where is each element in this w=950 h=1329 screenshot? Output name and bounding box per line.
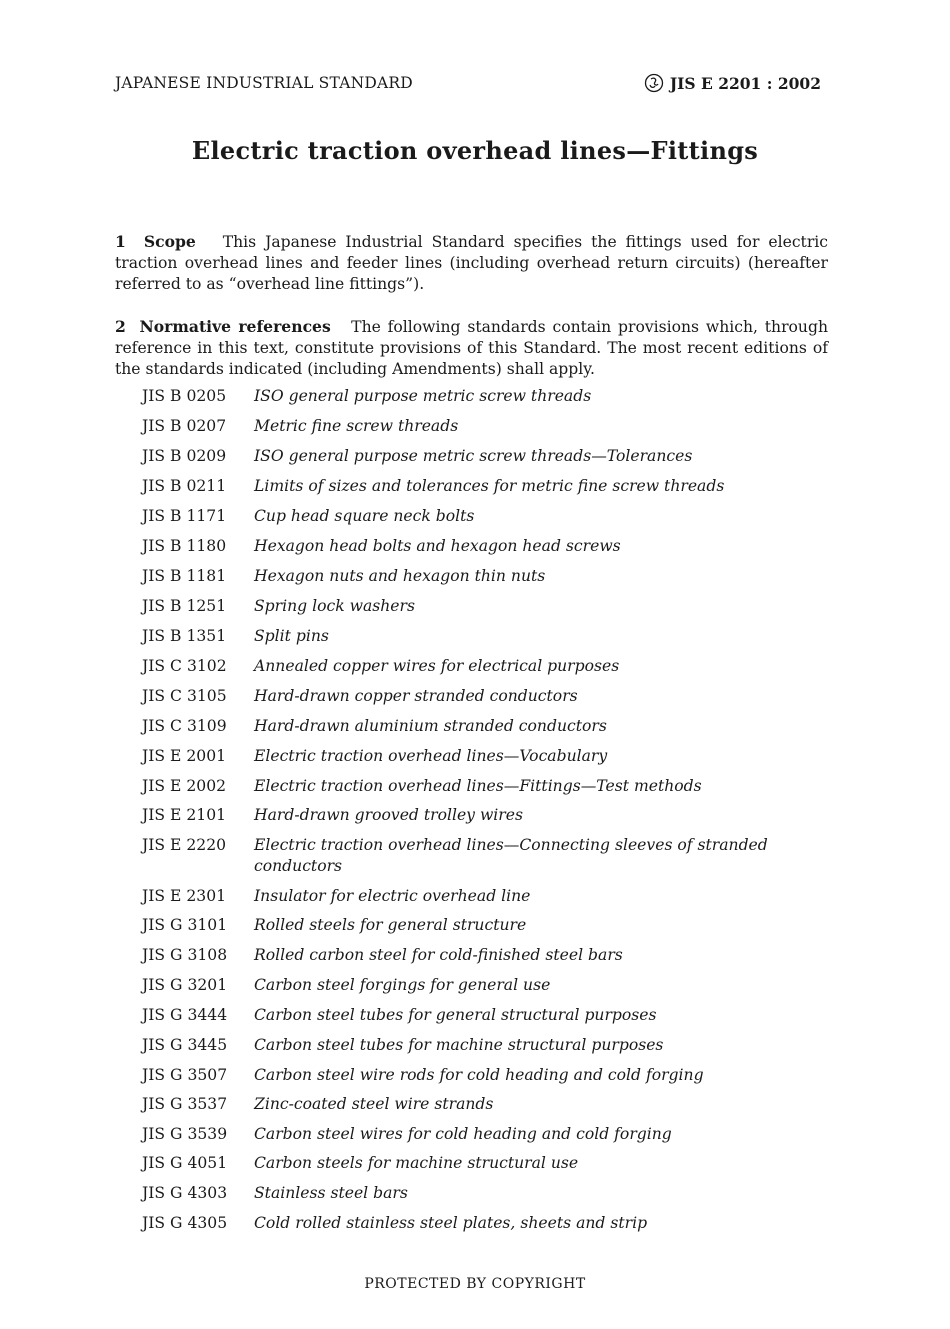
reference-item	[142, 596, 832, 617]
reference-code: JIS B 1171	[142, 507, 227, 525]
reference-code: JIS E 2220	[142, 836, 227, 854]
reference-title: Annealed copper wires for electrical purposes	[254, 657, 620, 675]
reference-item	[142, 746, 832, 767]
section-heading: Normative references	[139, 317, 331, 336]
reference-code: JIS G 3101	[142, 916, 228, 934]
reference-code: JIS B 1251	[142, 597, 227, 615]
reference-item	[142, 975, 832, 996]
designation-number: JIS E 2201 : 2002	[669, 73, 821, 93]
reference-item	[142, 626, 832, 647]
reference-title: Carbon steel wires for cold heading and cold forging	[254, 1125, 672, 1143]
reference-item	[142, 716, 832, 737]
reference-title: ISO general purpose metric screw threads—Tolerances	[254, 447, 693, 465]
reference-code: JIS G 3445	[142, 1036, 228, 1054]
reference-title: Insulator for electric overhead line	[254, 887, 531, 905]
reference-item	[142, 915, 832, 936]
reference-item	[142, 945, 832, 966]
reference-title: Carbon steel forgings for general use	[254, 976, 551, 994]
reference-title: Limits of sizes and tolerances for metric fine screw threads	[254, 477, 725, 495]
reference-code: JIS C 3109	[142, 717, 227, 735]
reference-code: JIS G 3507	[142, 1066, 228, 1084]
reference-title: Cold rolled stainless steel plates, sheets and strip	[254, 1214, 648, 1232]
reference-code: JIS B 1180	[142, 537, 227, 555]
section-scope	[115, 231, 828, 295]
reference-title: Hard-drawn aluminium stranded conductors	[254, 717, 607, 735]
reference-item	[142, 805, 832, 826]
reference-code: JIS C 3102	[142, 657, 227, 675]
reference-item	[142, 1153, 832, 1174]
reference-item	[142, 1213, 832, 1234]
reference-code: JIS G 3537	[142, 1095, 228, 1113]
reference-title: Spring lock washers	[254, 597, 415, 615]
document-title: Electric traction overhead lines—Fittings	[191, 136, 759, 165]
reference-code: JIS G 3201	[142, 976, 228, 994]
reference-title: Electric traction overhead lines—Connecting sleeves of stranded conductors	[254, 836, 768, 875]
reference-item	[142, 506, 832, 527]
reference-item	[142, 476, 832, 497]
reference-title: Electric traction overhead lines—Fittings—Test methods	[254, 777, 702, 795]
reference-item	[142, 416, 832, 437]
reference-item	[142, 776, 832, 797]
reference-title: Zinc-coated steel wire strands	[254, 1095, 494, 1113]
reference-code: JIS B 0209	[142, 447, 227, 465]
reference-code: JIS E 2001	[142, 747, 227, 765]
reference-title: Split pins	[254, 627, 329, 645]
reference-item	[142, 386, 832, 407]
reference-item	[142, 686, 832, 707]
reference-item	[142, 1124, 832, 1145]
reference-title: Carbon steel tubes for general structural purposes	[254, 1006, 657, 1024]
reference-code: JIS B 0207	[142, 417, 227, 435]
reference-code: JIS E 2002	[142, 777, 227, 795]
section-text: This Japanese Industrial Standard specifies the fittings used for electric traction overhead lines and feeder lines (including overhead return circuits) (hereafter referred to as “overhead line fittings”).	[115, 233, 828, 293]
section-number: 2	[115, 317, 126, 336]
section-normative-references	[115, 316, 828, 380]
reference-item	[142, 835, 832, 877]
reference-code: JIS E 2301	[142, 887, 227, 905]
reference-title: Hexagon head bolts and hexagon head screws	[254, 537, 621, 555]
reference-title: Electric traction overhead lines—Vocabulary	[254, 747, 608, 765]
reference-title: Hard-drawn copper stranded conductors	[254, 687, 578, 705]
reference-item	[142, 446, 832, 467]
reference-code: JIS G 3539	[142, 1125, 228, 1143]
copyright-footer: PROTECTED BY COPYRIGHT	[364, 1276, 586, 1292]
header-designation	[644, 73, 821, 93]
reference-title: Cup head square neck bolts	[254, 507, 475, 525]
reference-title: Hexagon nuts and hexagon thin nuts	[254, 567, 546, 585]
reference-code: JIS B 1351	[142, 627, 227, 645]
section-text: The following standards contain provisions which, through reference in this text, constitute provisions of this Standard. The most recent editions of the standards indicated (including Amendments) shall apply.	[115, 318, 828, 378]
section-number: 1	[115, 232, 126, 251]
reference-title: Stainless steel bars	[254, 1184, 408, 1202]
reference-code: JIS C 3105	[142, 687, 227, 705]
reference-item	[142, 656, 832, 677]
reference-code: JIS G 4051	[142, 1154, 228, 1172]
reference-item	[142, 536, 832, 557]
section-heading: Scope	[143, 232, 196, 251]
reference-item	[142, 1005, 832, 1026]
reference-title: Hard-drawn grooved trolley wires	[254, 806, 523, 824]
reference-title: Metric fine screw threads	[254, 417, 459, 435]
reference-code: JIS B 0211	[142, 477, 227, 495]
header-standard-label: JAPANESE INDUSTRIAL STANDARD	[115, 74, 413, 92]
reference-item	[142, 566, 832, 587]
reference-title: Rolled carbon steel for cold-finished steel bars	[254, 946, 623, 964]
reference-code: JIS B 1181	[142, 567, 227, 585]
reference-code: JIS G 3444	[142, 1006, 228, 1024]
reference-code: JIS B 0205	[142, 387, 227, 405]
reference-title: Carbon steel tubes for machine structural purposes	[254, 1036, 664, 1054]
jis-mark-icon	[644, 73, 664, 93]
reference-title: Carbon steels for machine structural use	[254, 1154, 579, 1172]
reference-code: JIS G 3108	[142, 946, 228, 964]
reference-item	[142, 1065, 832, 1086]
reference-title: ISO general purpose metric screw threads	[254, 387, 592, 405]
reference-item	[142, 1094, 832, 1115]
reference-code: JIS G 4303	[142, 1184, 228, 1202]
reference-item	[142, 1183, 832, 1204]
reference-item	[142, 1035, 832, 1056]
reference-item	[142, 886, 832, 907]
reference-title: Rolled steels for general structure	[254, 916, 527, 934]
reference-code: JIS E 2101	[142, 806, 227, 824]
reference-code: JIS G 4305	[142, 1214, 228, 1232]
reference-title: Carbon steel wire rods for cold heading and cold forging	[254, 1066, 704, 1084]
